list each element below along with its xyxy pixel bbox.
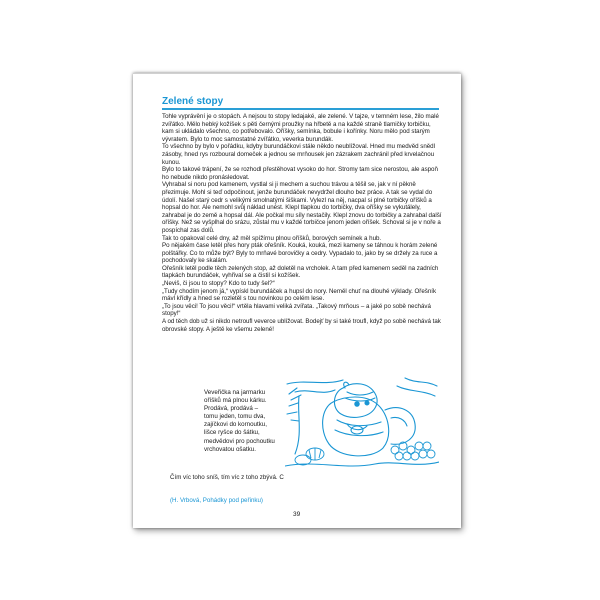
page-number: 39: [293, 511, 301, 518]
paragraph: „Tudy chodím jenom já,“ vypískl burundáček a hupsl do nory. Neměl chuť na dlouhé výklady. Ořešník mávl křídly a hned se rozletěl s tou novinkou po celém lese.: [162, 287, 437, 303]
paragraph: „Neviš, či jsou to stopy? Kdo to tudy šel?“: [162, 280, 275, 288]
paragraph: To všechno by bylo v pořádku, kdyby burundáčkovi stále někdo neublížoval. Hned mu medvěd snědl zásoby, hned rys rozboural domeček a jednou se mrňousek jen zázrakem zachránil před krvelačnou kunou.: [162, 143, 435, 166]
paragraph: Ořešník letěl podle těch zelených stop, až doletěl na vrcholek. A tam před kamenem seděl na zadních tlapkách burundáček, vyhřival se a čistil si kožíšek.: [162, 264, 439, 280]
poem-line: lišce ryšce do šátku,: [204, 429, 260, 437]
moral-line: Čím víc toho sníš, tím víc z toho zbývá. C: [170, 474, 284, 481]
book-page: [133, 73, 461, 528]
poem-line: vrchovatou ošatku.: [204, 445, 256, 453]
poem-line: zajíčkovi do kornoutku,: [204, 421, 267, 429]
paragraph: Tohle vyprávění je o stopách. A nejsou to stopy ledajaké, ale zelené. V tajze, v temném lese, žilo malé zvířátko. Mělo hebký kožíšek s pěti černými proužky na hřbetě a na každé straně tlamičky torbičku, kam si ukládalo všechno, co potřebovalo. Oříšky, semínka, bobule i kořínky. Noru mělo pod starým vývratem. Bylo to moc samostatné zvířátko, veverka burundák.: [162, 113, 439, 143]
poem-line: medvědovi pro pochoutku: [204, 437, 275, 445]
poem: [204, 389, 294, 454]
paragraph: Tak to opakoval celé dny, až měl spížírnu plnou oříšků, borových semínek a hub.: [162, 234, 382, 242]
poem-line: oříšků má plnou kárku.: [204, 397, 267, 405]
source-citation: (H. Vrbová, Pohádky pod peřinku): [170, 497, 263, 504]
paragraph: Vyhrabal si noru pod kamenem, vystlal si ji mechem a suchou trávou a těšil se, jak v ní pěkně přezimuje. Mohl si teď odpočinout, jenže burundáček nevydržel dlouho bez práce. A tak se vydal do údolí. Našel starý cedr s velikými smolnatými šiškami. Vylezl na něj, nacpal si plné torbičky oříšků a hopsal do hor. Ale nemohl svůj náklad unést. Klepl tlapkou do torbičky, dva oříšky se vykutálely, zahrabal je do země a hopsal dál. Ale počkal mu síly nestačily. Klepl znovu do torbičky a zahrabal další oříšky. Než se vyšplhal do srázu, zůstal mu v každé torbičce jenom jeden oříšek. Schoval si je v noře a pospíchal zas dolů.: [162, 181, 442, 234]
paragraph: Bylo to takové trápení, že se rozhodl přestěhovat vysoko do hor. Stromy tam sice nerostou, ale aspoň ho nebude nikdo pronásledovat.: [162, 166, 438, 181]
page-title: Zelené stopy: [162, 96, 224, 107]
poem-line: Prodává, prodává –: [204, 405, 259, 413]
paragraph: Po nějakém čase letěl přes hory pták ořešník. Kouká, kouká, mezi kameny se táhnou k horám zelené polštářky. Co to může být? Byly to mrňavé borovičky a cedry. Vypadalo to, jako by se držely za ruce a pochodovaly ke skalám.: [162, 242, 438, 265]
paragraph: „To jsou věci! To jsou věci!“ vrtěla hlavami veliká zvířata. „Takový mrňous – a jaké po sobě nechává stopy!“: [162, 302, 431, 318]
title-bar: [162, 96, 439, 110]
paragraph: A od těch dob už si nikdo netroufl veverce ublížovat. Bodejť by si také troufl, když po sobě nechává tak obrovské stopy. A ještě ke všemu zelené!: [162, 318, 441, 333]
story-text: [162, 113, 444, 333]
poem-line: Veveřička na jarmarku: [204, 389, 266, 396]
poem-line: tomu jeden, tomu dva,: [204, 413, 266, 421]
chipmunk-illustration: [285, 374, 439, 474]
